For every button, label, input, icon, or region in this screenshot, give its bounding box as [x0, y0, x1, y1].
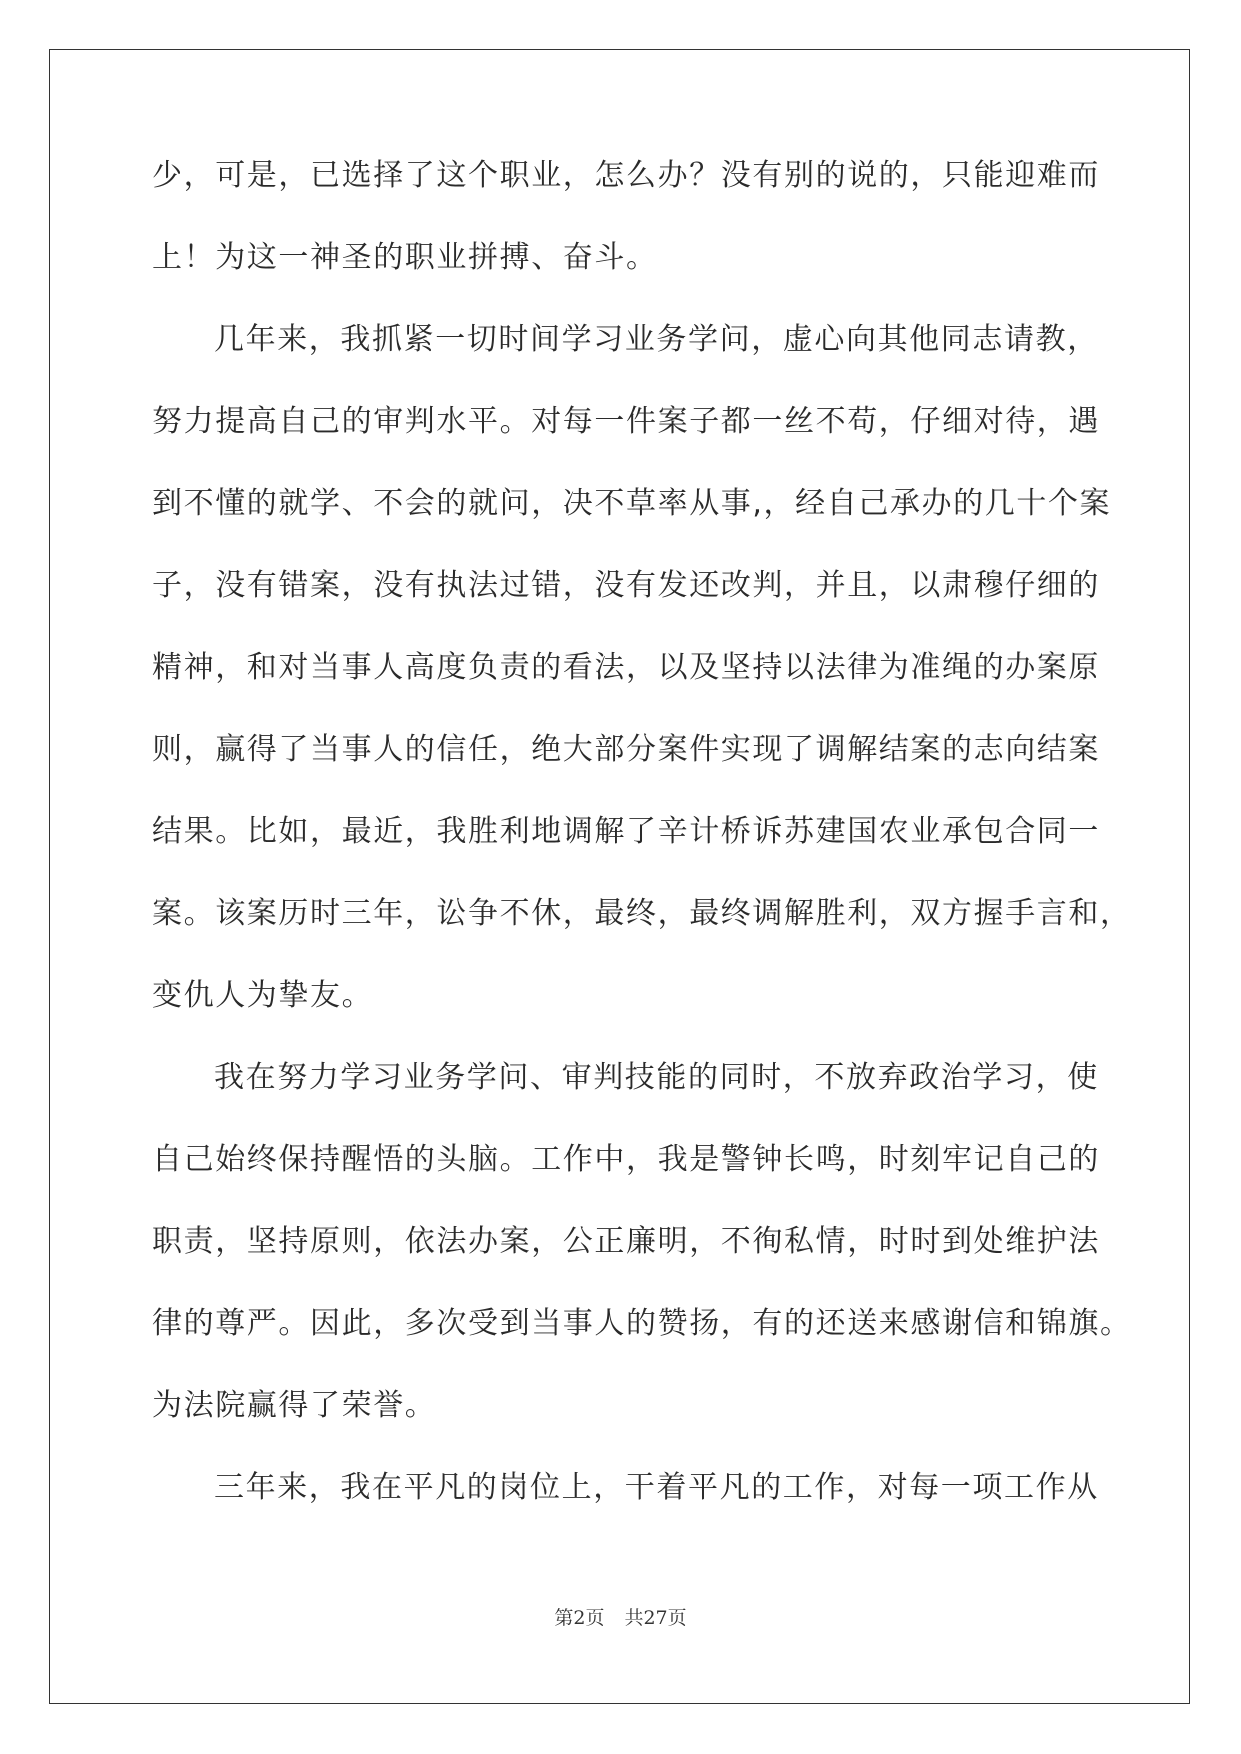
text-line: 案。该案历时三年，讼争不休，最终，最终调解胜利，双方握手言和，: [152, 896, 1132, 931]
text-line: 自己始终保持醒悟的头脑。工作中，我是警钟长鸣，时刻牢记自己的: [152, 1142, 1100, 1177]
text-line: 上！为这一神圣的职业拼搏、奋斗。: [152, 240, 658, 275]
page-footer: [0, 1603, 1241, 1630]
text-line: 结果。比如，最近，我胜利地调解了辛计桥诉苏建国农业承包合同一: [152, 814, 1100, 849]
page-number: 第2页: [554, 1607, 605, 1629]
text-line: 少，可是，已选择了这个职业，怎么办？没有别的说的，只能迎难而: [152, 158, 1100, 193]
text-line: 职责，坚持原则，依法办案，公正廉明，不徇私情，时时到处维护法: [152, 1224, 1100, 1259]
text-line: 律的尊严。因此，多次受到当事人的赞扬，有的还送来感谢信和锦旗。: [152, 1306, 1132, 1341]
text-line: 几年来，我抓紧一切时间学习业务学问，虚心向其他同志请教，: [214, 322, 1099, 357]
document-body: [152, 158, 1132, 1555]
text-line: 到不懂的就学、不会的就问，决不草率从事,，经自己承办的几十个案: [152, 486, 1112, 521]
text-line: 为法院赢得了荣誉。: [152, 1388, 437, 1423]
text-line: 我在努力学习业务学问、审判技能的同时，不放弃政治学习，使: [214, 1060, 1099, 1095]
text-line: 子，没有错案，没有执法过错，没有发还改判，并且，以肃穆仔细的: [152, 568, 1100, 603]
text-line: 三年来，我在平凡的岗位上，干着平凡的工作，对每一项工作从: [214, 1470, 1099, 1505]
page-total: 共27页: [624, 1607, 687, 1629]
text-line: 则，赢得了当事人的信任，绝大部分案件实现了调解结案的志向结案: [152, 732, 1100, 767]
text-line: 努力提高自己的审判水平。对每一件案子都一丝不苟，仔细对待，遇: [152, 404, 1100, 439]
text-line: 变仇人为挚友。: [152, 978, 374, 1013]
text-line: 精神，和对当事人高度负责的看法，以及坚持以法律为准绳的办案原: [152, 650, 1100, 685]
